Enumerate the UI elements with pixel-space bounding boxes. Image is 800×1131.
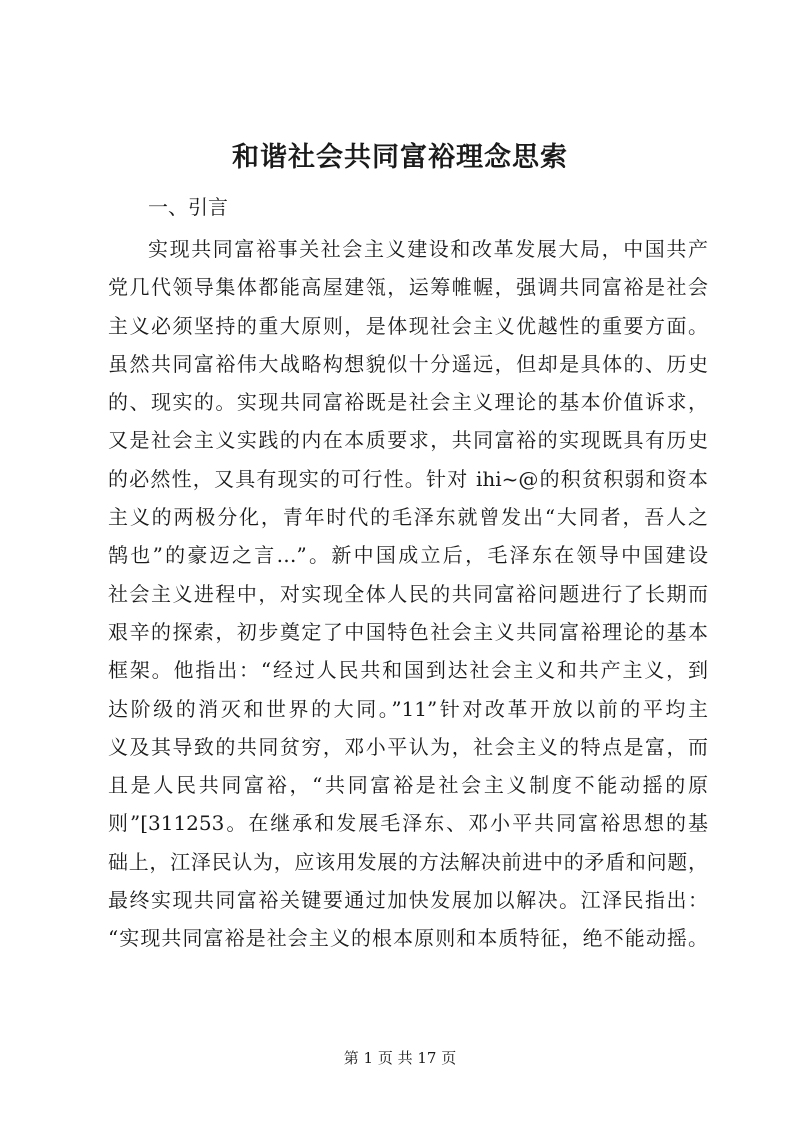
text-line: 主义的两极分化，青年时代的毛泽东就曾发出“大同者，吾人之 xyxy=(108,505,708,530)
text-line: 虽然共同富裕伟大战略构想貌似十分遥远，但却是具体的、历史 xyxy=(108,351,708,376)
document-title: 和谐社会共同富裕理念思索 xyxy=(232,142,568,173)
text-line: 社会主义进程中，对实现全体人民的共同富裕问题进行了长期而 xyxy=(108,581,708,606)
text-line: 且是人民共同富裕，“共同富裕是社会主义制度不能动摇的原 xyxy=(108,773,708,798)
text-line: 艰辛的探索，初步奠定了中国特色社会主义共同富裕理论的基本 xyxy=(108,619,708,644)
text-line: 则”[311253。在继承和发展毛泽东、邓小平共同富裕思想的基 xyxy=(108,811,708,836)
page-footer: 第 1 页 共 17 页 xyxy=(343,1049,457,1067)
text-line: 的、现实的。实现共同富裕既是社会主义理论的基本价值诉求， xyxy=(108,390,708,415)
text-line: 的必然性，又具有现实的可行性。针对 ihi~@的积贫积弱和资本 xyxy=(108,466,708,491)
text-line: 达阶级的消灭和世界的大同。”11”针对改革开放以前的平均主 xyxy=(108,696,708,721)
text-line: 义及其导致的共同贫穷，邓小平认为，社会主义的特点是富，而 xyxy=(108,734,708,759)
text-line: 框架。他指出：“经过人民共和国到达社会主义和共产主义，到 xyxy=(108,658,708,683)
text-line: 又是社会主义实践的内在本质要求，共同富裕的实现既具有历史 xyxy=(108,428,708,453)
text-line: 党几代领导集体都能高屋建瓴，运筹帷幄，强调共同富裕是社会 xyxy=(108,275,708,300)
section-heading: 一、引言 xyxy=(148,195,228,219)
text-line: 实现共同富裕事关社会主义建设和改革发展大局，中国共产 xyxy=(148,237,708,261)
text-line: 主义必须坚持的重大原则，是体现社会主义优越性的重要方面。 xyxy=(108,313,708,338)
text-line: 鹄也”的豪迈之言…”。新中国成立后，毛泽东在领导中国建设 xyxy=(108,543,708,568)
text-line: “实现共同富裕是社会主义的根本原则和本质特征，绝不能动摇。 xyxy=(108,926,708,951)
text-line: 础上，江泽民认为，应该用发展的方法解决前进中的矛盾和问题， xyxy=(108,849,708,874)
body-text xyxy=(108,230,708,958)
text-line: 最终实现共同富裕关键要通过加快发展加以解决。江泽民指出： xyxy=(108,888,708,913)
